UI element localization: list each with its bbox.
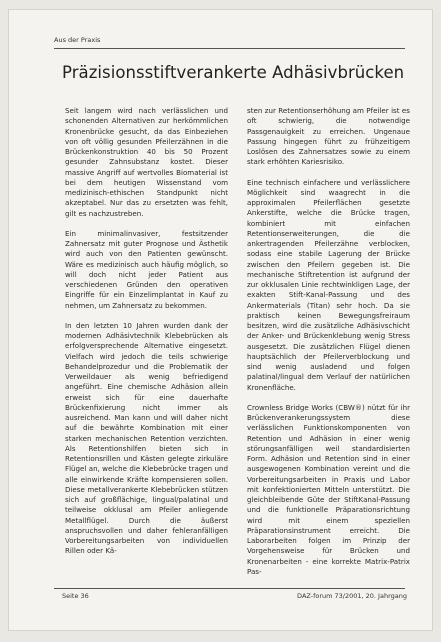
right-column (247, 106, 410, 587)
article-title: Präzisionsstiftverankerte Adhäsivbrücken (62, 63, 405, 82)
left-column (65, 106, 228, 567)
paragraph: sten zur Retentionserhöhung am Pfeiler ist es oft schwierig, die notwendige Passgenauigkeit zu erreichen. Ungenaue Passung hingegen führt zu frühzeitigem Loslösen des Zahnersatzes sowie zu einem stark erhöhten Kariesrisiko. (247, 106, 410, 167)
paragraph: In den letzten 10 Jahren wurden dank der modernen Adhäsivtechnik Klebebrücken als erfolgversprechende Alternative eingesetzt. Vielfach wird jedoch die teils schwierige Behandelprozedur und die Problematik der Verweildauer als wenig befriedigend angeführt. Eine chemische Adhäsion allein erweist sich für eine dauerhafte Brückenfixierung nicht immer als ausreichend. Man kann und will daher nicht auf die bewährte Kombination mit einer starken mechanischen Retention verzichten. Als Retentionshilfen bieten sich in Retentionsrillen und Kästen gelegte zirkuläre Flügel an, welche die Klebebrücke tragen und alle einwirkende Kräfte kompensieren sollen. Diese metallverankerte Klebebrücken stützen sich auf großflächige, lingual/palatinal und teilweise okklusal am Pfeiler anliegende Metallflügel. Durch die äußerst anspruchsvollen und daher fehleranfälligen Vorbereitungsarbeiten von individuellen Rillen oder Kä- (65, 320, 228, 556)
header-rule (54, 48, 405, 49)
paragraph: Seit langem wird nach verlässlichen und schonenden Alternativen zur herkömmlichen Kronenbrücke gesucht, da das Einbeziehen von oft völlig gesunden Pfeilerzähnen in die Brückenkonstruktion 40 bis 50 Prozent gesunder Zahnsubstanz kostet. Dieser massive Angriff auf wertvolles Biomaterial ist bei dem heutigen Wissenstand vom medizinisch-ethischen Standpunkt nicht akzeptabel. Nur das zu ersetzten was fehlt, gilt es nachzustreben. (65, 106, 228, 218)
journal-citation: DAZ-forum 73/2001, 20. Jahrgang (297, 592, 407, 600)
paragraph: Ein minimalinvasiver, festsitzender Zahnersatz mit guter Prognose und Ästhetik wird auch von den Patienten gewünscht. Wäre es medizinisch auch häufig möglich, so will doch nicht jeder Patient aus verschiedenen Gründen den operativen Eingriffe für ein Einzelimplantat in Kauf zu nehmen, um Zahnersatz zu bekommen. (65, 228, 228, 310)
paragraph: Crownless Bridge Works (CBW®) nützt für ihr Brückenverankerungssystem diese verlässlichen Funktionskomponenten von Retention und Adhäsion in einer wenig störungsanfälligen weil standardisierten Form. Adhäsion und Retention sind in einer ausgewogenen Kombination vereint und die Vorbereitungsarbeiten in Praxis und Labor mit konfektionierten Mitteln unterstützt. Die gleichbleibende Güte der StiftKanal-Passung und die funktionelle Präparationsrichtung wird mit einem speziellen Präparationsinstrument erreicht. Die Laborarbeiten folgen im Prinzip der Vorgehensweise für Brücken und Kronenarbeiten - eine korrekte Matrix-Patrix Pas- (247, 402, 410, 576)
footer-rule (54, 588, 405, 589)
section-label: Aus der Praxis (54, 36, 101, 44)
paragraph: Eine technisch einfachere und verlässlichere Möglichkeit sind waagrecht in die approximalen Pfeilerflächen gesetzte Ankerstifte, welche die Brücke tragen, kombiniert mit einfachen Retentionserweiterungen, die die ankertragenden Pfeilerzähne verblocken, sodass eine stabile Lagerung der Brücke zwischen den Pfeilern gegeben ist. Die mechanische Stiftretention ist aufgrund der zur okklusalen Linie rechtwinkligen Lage, der exakten Stift-Kanal-Passung und des Ankermaterials (Titan) sehr hoch. Da sie praktisch keinen Bewegungsfreiraum besitzen, wird die zusätzliche Adhäsivschicht der Anker- und Brückenklebung wenig Stress ausgesetzt. Die zusätzlichen Flügel dienen hauptsächlich der Pfeilerverblockung und sind wenig ausladend und folgen palatinal/lingual dem Verlauf der natürlichen Kronenfläche. (247, 177, 410, 392)
page-number: Seite 36 (62, 592, 89, 600)
